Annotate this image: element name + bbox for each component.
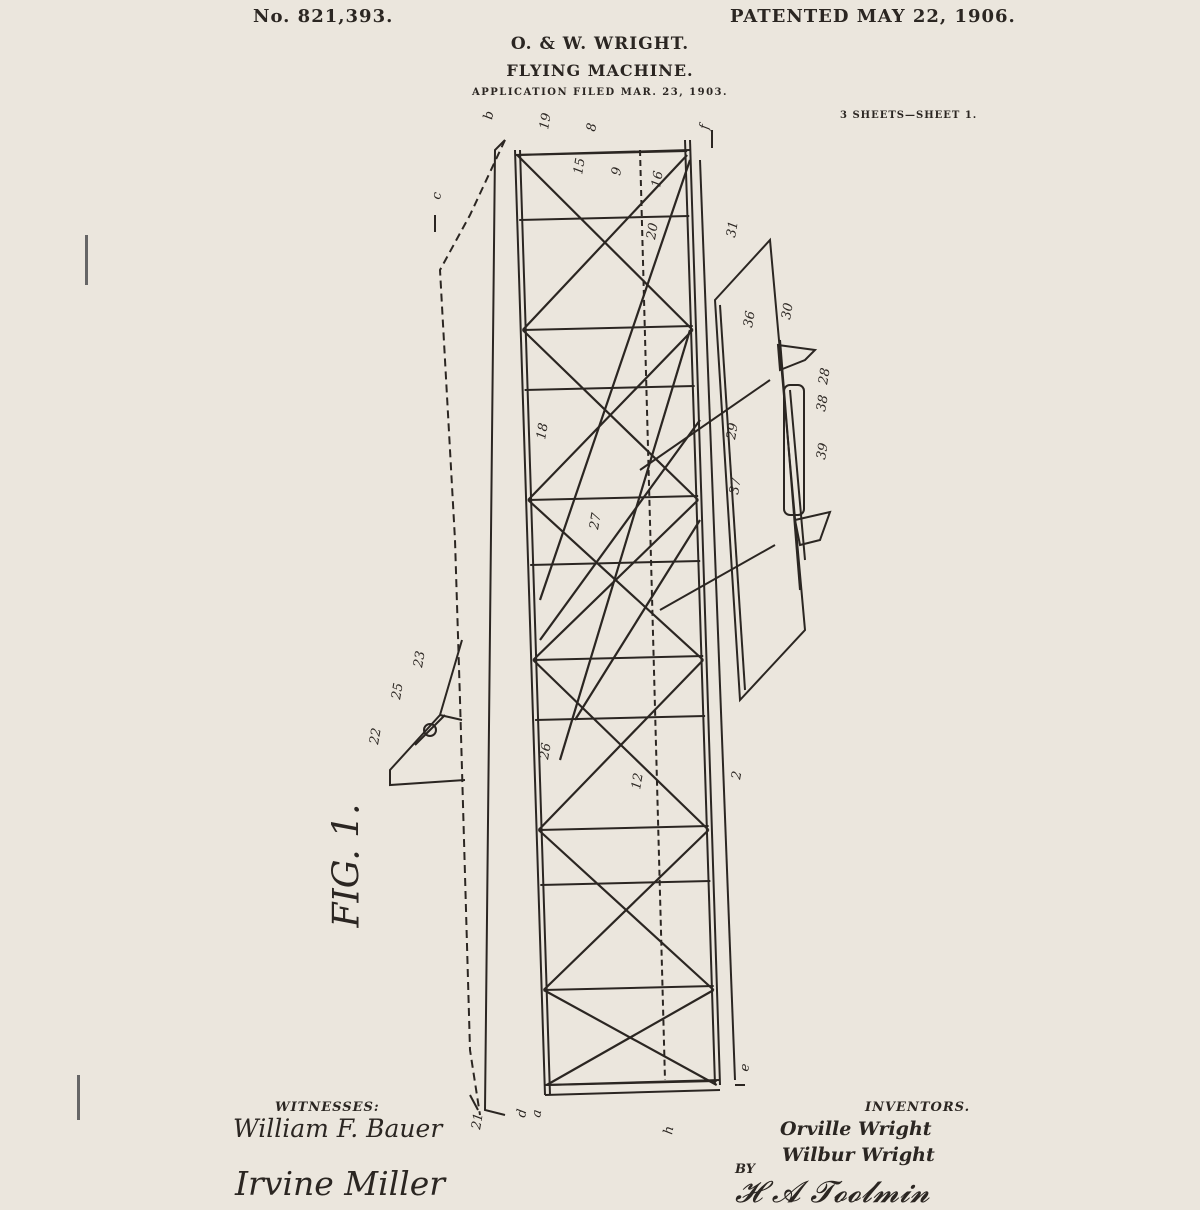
patent-number: No. 821,393. — [253, 6, 394, 27]
wing-rib — [519, 216, 689, 220]
brace-wire — [539, 660, 704, 830]
truss-member — [560, 330, 690, 760]
reference-numeral: 25 — [389, 681, 407, 701]
reference-numeral: 31 — [724, 219, 742, 239]
inventors-line: O. & W. WRIGHT. — [510, 34, 690, 54]
reference-numeral: d — [514, 1107, 531, 1119]
reference-numeral: 8 — [584, 121, 601, 133]
reference-numeral: 21 — [469, 1111, 487, 1131]
reference-numeral: a — [529, 1108, 546, 1119]
reference-numeral: 2 — [729, 769, 746, 781]
wing-rib — [528, 496, 698, 500]
reference-numeral: 23 — [411, 649, 429, 669]
reference-numeral: 37 — [727, 476, 745, 496]
witnesses-label: WITNESSES: — [275, 1100, 380, 1115]
reference-numeral: 26 — [537, 741, 555, 761]
reference-numeral: 39 — [814, 441, 832, 461]
patent-title: FLYING MACHINE. — [506, 61, 694, 80]
attorney-signature: 𝓗 𝓐 𝓣𝓸𝓸𝓵𝓶𝓲𝓷 — [735, 1175, 930, 1210]
sheet-count: 3 SHEETS—SHEET 1. — [840, 110, 978, 121]
brace-wire — [528, 330, 693, 500]
wing-rib — [540, 881, 710, 885]
truss-member — [540, 160, 690, 600]
reference-numeral: 29 — [724, 421, 742, 441]
reference-numeral: b — [481, 109, 498, 121]
by-label: BY — [735, 1162, 756, 1177]
reference-numeral: 30 — [779, 301, 797, 321]
reference-numeral: 36 — [741, 309, 759, 329]
wing-rib — [525, 386, 695, 390]
reference-numeral: 19 — [537, 111, 555, 131]
reference-numeral: f — [697, 123, 713, 131]
witness-signature-1: William F. Bauer — [233, 1114, 443, 1143]
brace-wire — [533, 500, 698, 660]
reference-numeral: 16 — [649, 169, 667, 189]
patent-date: PATENTED MAY 22, 1906. — [730, 6, 1016, 27]
reference-numeral: 12 — [629, 771, 647, 791]
wing-rib — [539, 826, 709, 830]
brace-wire — [544, 830, 709, 990]
reference-numeral: e — [737, 1062, 754, 1073]
reference-numeral: 22 — [367, 726, 385, 746]
reference-numeral: 38 — [814, 393, 832, 413]
wing-rib — [533, 656, 703, 660]
reference-numeral: 27 — [587, 511, 605, 531]
truss-member — [575, 520, 700, 720]
figure-label: FIG. 1. — [326, 803, 368, 928]
inventors-label: INVENTORS. — [865, 1100, 971, 1115]
reference-numeral: c — [429, 190, 446, 201]
filing-date: APPLICATION FILED MAR. 23, 1903. — [471, 87, 728, 98]
witness-signature-2: Irvine Miller — [235, 1164, 446, 1203]
reference-numeral: 28 — [816, 366, 834, 386]
wing-rib — [535, 716, 705, 720]
reference-numeral: 20 — [644, 221, 662, 241]
wing-rib — [523, 326, 693, 330]
inventor-signature-1: Orville Wright — [780, 1118, 932, 1140]
inventor-signature-2: Wilbur Wright — [782, 1144, 935, 1166]
reference-numeral: 9 — [609, 165, 626, 177]
reference-numeral: h — [661, 1124, 678, 1136]
wing-rib — [544, 986, 714, 990]
reference-numeral: 18 — [534, 421, 552, 441]
reference-numeral: 15 — [571, 156, 589, 176]
